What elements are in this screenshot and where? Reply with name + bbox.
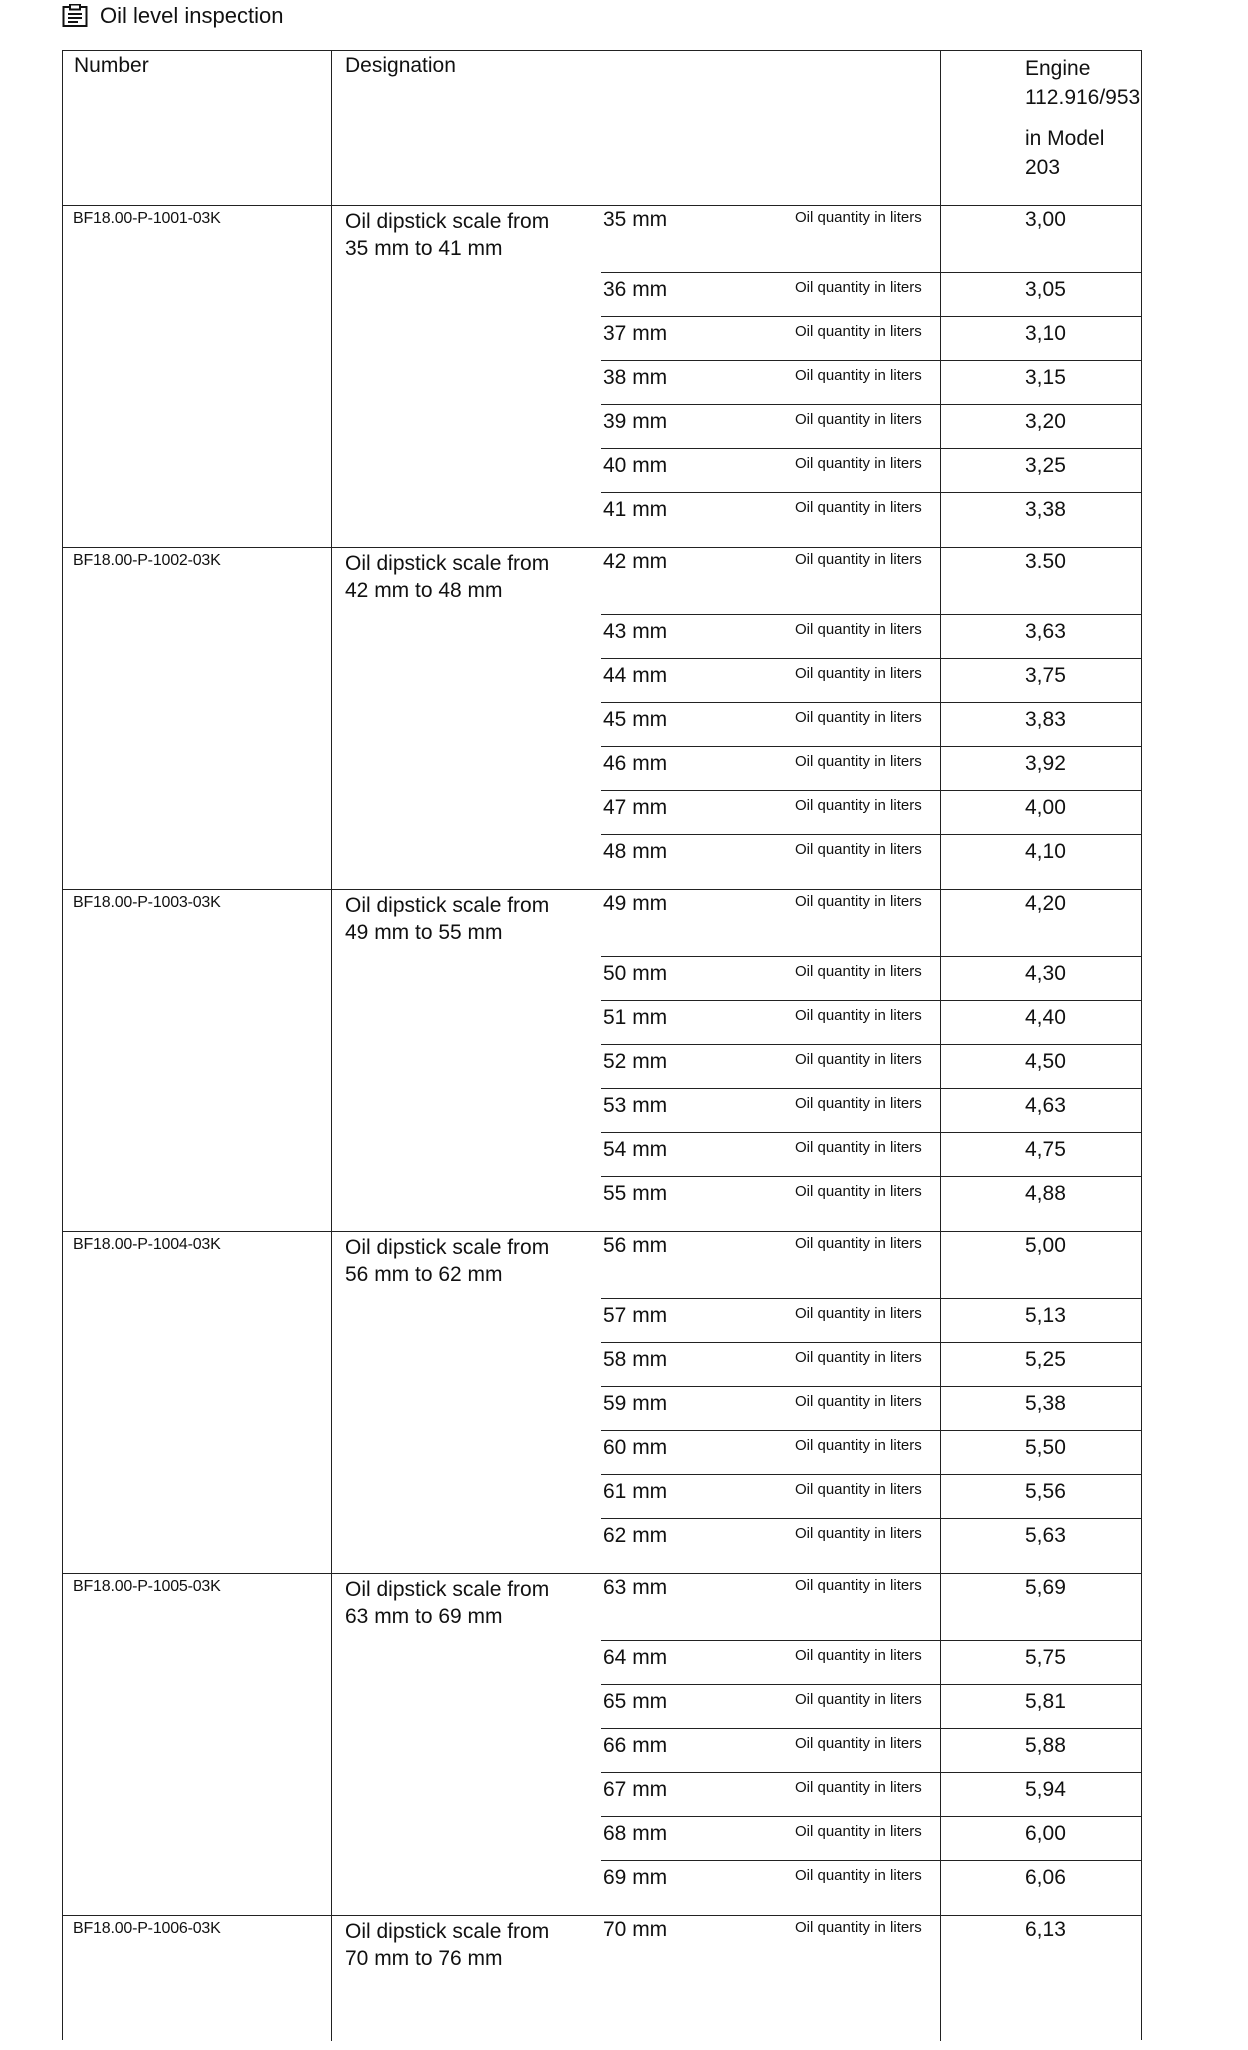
oil-quantity-value: 3,20 [1025, 410, 1066, 433]
table-row [601, 1390, 1141, 1434]
oil-quantity-value: 3,38 [1025, 498, 1066, 521]
dipstick-mark: 59 mm [603, 1392, 668, 1415]
oil-quantity-label: Oil quantity in liters [795, 753, 922, 770]
oil-quantity-label: Oil quantity in liters [795, 1437, 922, 1454]
oil-quantity-value: 3.50 [1025, 550, 1066, 573]
designation-range: 63 mm to 69 mm [345, 1605, 503, 1628]
designation-range: 56 mm to 62 mm [345, 1263, 503, 1286]
row-separator [601, 1430, 1141, 1431]
table-row [601, 1346, 1141, 1390]
oil-quantity-label: Oil quantity in liters [795, 1007, 922, 1024]
oil-quantity-label: Oil quantity in liters [795, 551, 922, 568]
oil-quantity-value: 5,75 [1025, 1646, 1066, 1669]
row-separator [601, 614, 1141, 615]
group-number: BF18.00-P-1002-03K [73, 552, 221, 569]
table-row [601, 1776, 1141, 1820]
oil-quantity-label: Oil quantity in liters [795, 323, 922, 340]
oil-quantity-label: Oil quantity in liters [795, 1577, 922, 1594]
group-designation [345, 1918, 575, 1972]
header-designation: Designation [345, 54, 456, 77]
dipstick-mark: 67 mm [603, 1778, 668, 1801]
designation-line: Oil dipstick scale from [345, 210, 550, 233]
oil-quantity-value: 5,88 [1025, 1734, 1066, 1757]
group-number: BF18.00-P-1005-03K [73, 1578, 221, 1595]
table-row [601, 548, 1141, 592]
oil-quantity-label: Oil quantity in liters [795, 709, 922, 726]
oil-quantity-label: Oil quantity in liters [795, 963, 922, 980]
row-separator [601, 1860, 1141, 1861]
dipstick-mark: 65 mm [603, 1690, 668, 1713]
designation-line: Oil dipstick scale from [345, 1236, 550, 1259]
oil-quantity-value: 3,63 [1025, 620, 1066, 643]
dipstick-mark: 50 mm [603, 962, 668, 985]
oil-quantity-value: 5,13 [1025, 1304, 1066, 1327]
dipstick-mark: 62 mm [603, 1524, 668, 1547]
table-row [601, 1434, 1141, 1478]
group-designation [345, 208, 575, 262]
table-header [63, 51, 1141, 206]
oil-quantity-label: Oil quantity in liters [795, 1235, 922, 1252]
dipstick-mark: 42 mm [603, 550, 668, 573]
designation-range: 42 mm to 48 mm [345, 579, 503, 602]
oil-quantity-label: Oil quantity in liters [795, 411, 922, 428]
header-engine-code: 112.916/953 [1025, 86, 1141, 109]
table-row [601, 1864, 1141, 1908]
oil-quantity-value: 5,50 [1025, 1436, 1066, 1459]
oil-quantity-value: 5,94 [1025, 1778, 1066, 1801]
row-separator [601, 1088, 1141, 1089]
table-row [601, 452, 1141, 496]
table-row [601, 1522, 1141, 1566]
designation-line: Oil dipstick scale from [345, 894, 550, 917]
dipstick-mark: 48 mm [603, 840, 668, 863]
header-engine-model: in Model 203 [1025, 127, 1105, 179]
oil-quantity-value: 5,38 [1025, 1392, 1066, 1415]
table-row [601, 838, 1141, 882]
oil-quantity-label: Oil quantity in liters [795, 1139, 922, 1156]
row-separator [601, 272, 1141, 273]
oil-quantity-label: Oil quantity in liters [795, 1349, 922, 1366]
designation-line: Oil dipstick scale from [345, 1920, 550, 1943]
row-separator [601, 1044, 1141, 1045]
row-separator [601, 702, 1141, 703]
table-row-group [63, 206, 1141, 548]
table-row-group [63, 1916, 1141, 2041]
row-separator [601, 1386, 1141, 1387]
row-separator [601, 956, 1141, 957]
row-separator [601, 1772, 1141, 1773]
oil-quantity-value: 3,25 [1025, 454, 1066, 477]
group-designation [345, 550, 575, 604]
table-row [601, 1302, 1141, 1346]
group-designation [345, 1576, 575, 1630]
row-separator [601, 1684, 1141, 1685]
table-row [601, 1688, 1141, 1732]
row-separator [601, 1298, 1141, 1299]
oil-quantity-value: 4,10 [1025, 840, 1066, 863]
row-separator [601, 1816, 1141, 1817]
dipstick-mark: 47 mm [603, 796, 668, 819]
table-row-group [63, 1574, 1141, 1916]
dipstick-mark: 69 mm [603, 1866, 668, 1889]
table-row [601, 206, 1141, 250]
designation-range: 35 mm to 41 mm [345, 237, 503, 260]
table-row [601, 1916, 1141, 1960]
oil-quantity-label: Oil quantity in liters [795, 1779, 922, 1796]
oil-quantity-label: Oil quantity in liters [795, 1919, 922, 1936]
row-separator [601, 1518, 1141, 1519]
oil-quantity-value: 5,81 [1025, 1690, 1066, 1713]
oil-quantity-value: 6,06 [1025, 1866, 1066, 1889]
header-engine-label: Engine [1025, 57, 1091, 80]
oil-quantity-value: 3,05 [1025, 278, 1066, 301]
table-row [601, 960, 1141, 1004]
table-row [601, 1478, 1141, 1522]
oil-quantity-label: Oil quantity in liters [795, 367, 922, 384]
table-row [601, 1232, 1141, 1276]
table-row [601, 276, 1141, 320]
oil-quantity-value: 5,69 [1025, 1576, 1066, 1599]
row-separator [601, 1640, 1141, 1641]
designation-range: 70 mm to 76 mm [345, 1947, 503, 1970]
oil-quantity-value: 3,92 [1025, 752, 1066, 775]
row-separator [601, 658, 1141, 659]
oil-quantity-value: 4,88 [1025, 1182, 1066, 1205]
oil-quantity-label: Oil quantity in liters [795, 1647, 922, 1664]
dipstick-mark: 45 mm [603, 708, 668, 731]
table-row [601, 1092, 1141, 1136]
oil-quantity-value: 4,30 [1025, 962, 1066, 985]
designation-line: Oil dipstick scale from [345, 552, 550, 575]
dipstick-mark: 63 mm [603, 1576, 668, 1599]
table-row [601, 1820, 1141, 1864]
row-separator [601, 316, 1141, 317]
table-row [601, 1574, 1141, 1618]
dipstick-mark: 35 mm [603, 208, 668, 231]
table-row [601, 890, 1141, 934]
row-separator [601, 360, 1141, 361]
table-row [601, 662, 1141, 706]
oil-quantity-label: Oil quantity in liters [795, 1393, 922, 1410]
dipstick-mark: 43 mm [603, 620, 668, 643]
table-row [601, 1048, 1141, 1092]
oil-quantity-label: Oil quantity in liters [795, 1183, 922, 1200]
oil-quantity-label: Oil quantity in liters [795, 1735, 922, 1752]
table-row [601, 408, 1141, 452]
row-separator [601, 746, 1141, 747]
dipstick-mark: 66 mm [603, 1734, 668, 1757]
dipstick-mark: 46 mm [603, 752, 668, 775]
oil-level-table [62, 50, 1142, 2040]
dipstick-mark: 64 mm [603, 1646, 668, 1669]
row-separator [601, 834, 1141, 835]
dipstick-mark: 52 mm [603, 1050, 668, 1073]
dipstick-mark: 36 mm [603, 278, 668, 301]
table-row [601, 1644, 1141, 1688]
dipstick-mark: 38 mm [603, 366, 668, 389]
oil-quantity-value: 4,40 [1025, 1006, 1066, 1029]
row-separator [601, 448, 1141, 449]
dipstick-mark: 68 mm [603, 1822, 668, 1845]
table-row-group [63, 1232, 1141, 1574]
oil-quantity-label: Oil quantity in liters [795, 1867, 922, 1884]
table-row-group [63, 890, 1141, 1232]
group-designation [345, 892, 575, 946]
oil-quantity-label: Oil quantity in liters [795, 1525, 922, 1542]
oil-quantity-value: 3,10 [1025, 322, 1066, 345]
oil-quantity-label: Oil quantity in liters [795, 797, 922, 814]
oil-quantity-value: 3,15 [1025, 366, 1066, 389]
dipstick-mark: 51 mm [603, 1006, 668, 1029]
dipstick-mark: 61 mm [603, 1480, 668, 1503]
oil-quantity-value: 4,50 [1025, 1050, 1066, 1073]
table-row [601, 1732, 1141, 1776]
group-number: BF18.00-P-1004-03K [73, 1236, 221, 1253]
column-divider-number [331, 51, 332, 2041]
table-row [601, 1136, 1141, 1180]
oil-quantity-label: Oil quantity in liters [795, 1481, 922, 1498]
oil-quantity-label: Oil quantity in liters [795, 841, 922, 858]
oil-quantity-value: 5,63 [1025, 1524, 1066, 1547]
row-separator [601, 1342, 1141, 1343]
oil-quantity-value: 3,83 [1025, 708, 1066, 731]
dipstick-mark: 54 mm [603, 1138, 668, 1161]
document-list-icon [62, 4, 88, 28]
oil-quantity-value: 5,00 [1025, 1234, 1066, 1257]
dipstick-mark: 44 mm [603, 664, 668, 687]
oil-quantity-label: Oil quantity in liters [795, 1051, 922, 1068]
oil-quantity-value: 6,13 [1025, 1918, 1066, 1941]
table-row [601, 706, 1141, 750]
dipstick-mark: 53 mm [603, 1094, 668, 1117]
header-engine [1025, 54, 1141, 182]
oil-quantity-label: Oil quantity in liters [795, 893, 922, 910]
dipstick-mark: 55 mm [603, 1182, 668, 1205]
oil-quantity-label: Oil quantity in liters [795, 455, 922, 472]
oil-quantity-label: Oil quantity in liters [795, 665, 922, 682]
dipstick-mark: 70 mm [603, 1918, 668, 1941]
row-separator [601, 1000, 1141, 1001]
table-row [601, 750, 1141, 794]
row-separator [601, 404, 1141, 405]
group-number: BF18.00-P-1003-03K [73, 894, 221, 911]
row-separator [601, 492, 1141, 493]
row-separator [601, 790, 1141, 791]
row-separator [601, 1728, 1141, 1729]
oil-quantity-label: Oil quantity in liters [795, 209, 922, 226]
table-row [601, 364, 1141, 408]
oil-quantity-value: 5,25 [1025, 1348, 1066, 1371]
table-row [601, 1004, 1141, 1048]
designation-range: 49 mm to 55 mm [345, 921, 503, 944]
row-separator [601, 1474, 1141, 1475]
group-number: BF18.00-P-1001-03K [73, 210, 221, 227]
oil-quantity-value: 5,56 [1025, 1480, 1066, 1503]
oil-quantity-value: 3,75 [1025, 664, 1066, 687]
page-title-bar [62, 0, 283, 32]
table-row [601, 1180, 1141, 1224]
oil-quantity-label: Oil quantity in liters [795, 1691, 922, 1708]
dipstick-mark: 60 mm [603, 1436, 668, 1459]
group-number: BF18.00-P-1006-03K [73, 1920, 221, 1937]
oil-quantity-value: 4,63 [1025, 1094, 1066, 1117]
group-designation [345, 1234, 575, 1288]
oil-quantity-value: 4,00 [1025, 796, 1066, 819]
dipstick-mark: 58 mm [603, 1348, 668, 1371]
oil-quantity-value: 4,20 [1025, 892, 1066, 915]
dipstick-mark: 40 mm [603, 454, 668, 477]
dipstick-mark: 41 mm [603, 498, 668, 521]
table-row [601, 794, 1141, 838]
column-divider-designation [940, 51, 941, 2041]
table-row-group [63, 548, 1141, 890]
oil-quantity-label: Oil quantity in liters [795, 499, 922, 516]
oil-quantity-value: 6,00 [1025, 1822, 1066, 1845]
dipstick-mark: 57 mm [603, 1304, 668, 1327]
row-separator [601, 1132, 1141, 1133]
table-row [601, 496, 1141, 540]
table-row [601, 320, 1141, 364]
page-title: Oil level inspection [100, 3, 284, 28]
dipstick-mark: 56 mm [603, 1234, 668, 1257]
designation-line: Oil dipstick scale from [345, 1578, 550, 1601]
oil-quantity-label: Oil quantity in liters [795, 621, 922, 638]
oil-quantity-label: Oil quantity in liters [795, 1305, 922, 1322]
oil-quantity-value: 3,00 [1025, 208, 1066, 231]
dipstick-mark: 37 mm [603, 322, 668, 345]
dipstick-mark: 39 mm [603, 410, 668, 433]
oil-quantity-value: 4,75 [1025, 1138, 1066, 1161]
header-number: Number [74, 54, 149, 77]
oil-quantity-label: Oil quantity in liters [795, 1823, 922, 1840]
oil-quantity-label: Oil quantity in liters [795, 1095, 922, 1112]
oil-quantity-label: Oil quantity in liters [795, 279, 922, 296]
row-separator [601, 1176, 1141, 1177]
table-row [601, 618, 1141, 662]
dipstick-mark: 49 mm [603, 892, 668, 915]
